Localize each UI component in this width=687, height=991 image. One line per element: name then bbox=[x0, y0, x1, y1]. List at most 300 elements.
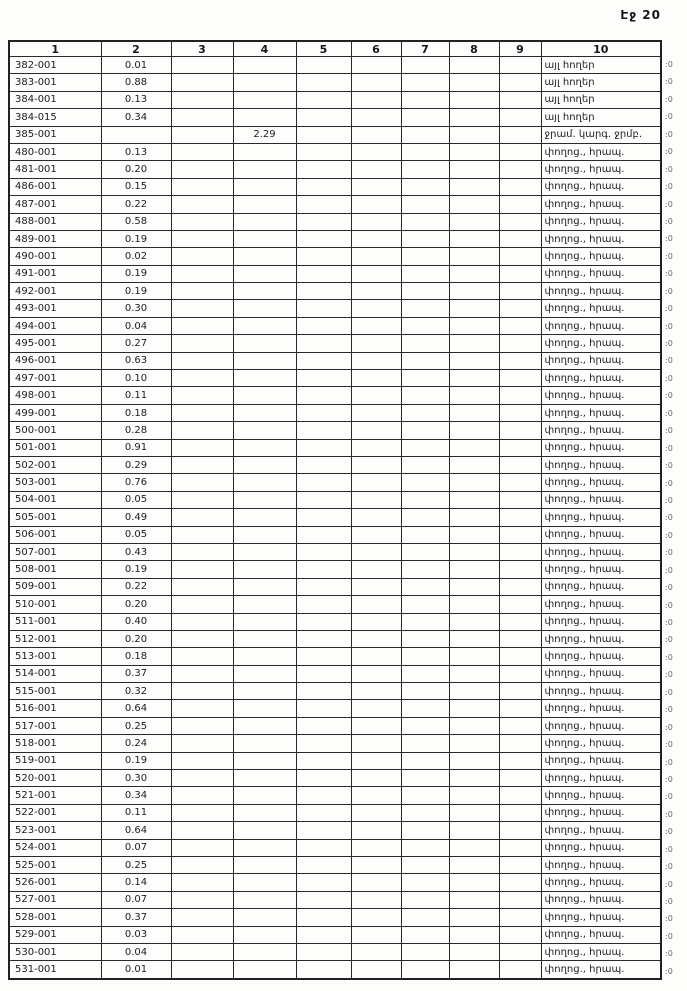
value-cell bbox=[296, 178, 351, 195]
table-header-row bbox=[9, 41, 661, 57]
value-cell bbox=[296, 300, 351, 317]
table-row bbox=[9, 143, 661, 160]
value-cell bbox=[499, 526, 541, 543]
value-cell bbox=[296, 74, 351, 91]
value-cell bbox=[296, 143, 351, 160]
column-header-3: 3 bbox=[171, 41, 233, 57]
value-cell bbox=[233, 700, 296, 717]
value-cell bbox=[351, 700, 401, 717]
value-cell bbox=[449, 613, 499, 630]
table-row bbox=[9, 178, 661, 195]
column-header-4: 4 bbox=[233, 41, 296, 57]
table-row bbox=[9, 543, 661, 560]
parcel-id-cell: 499-001 bbox=[9, 404, 101, 421]
value-cell bbox=[401, 57, 449, 74]
value-cell bbox=[401, 543, 449, 560]
value-cell bbox=[296, 717, 351, 734]
parcel-id-cell: 487-001 bbox=[9, 196, 101, 213]
land-use-cell: փողոց., հրապ. bbox=[541, 439, 661, 456]
value-cell bbox=[401, 74, 449, 91]
value-cell bbox=[296, 839, 351, 856]
value-cell bbox=[401, 422, 449, 439]
value-cell bbox=[296, 735, 351, 752]
land-use-cell: ջրամ. կարգ. ջրմբ. bbox=[541, 126, 661, 143]
margin-mark: :0 bbox=[665, 583, 673, 593]
value-cell bbox=[401, 370, 449, 387]
value-cell bbox=[171, 283, 233, 300]
land-use-cell: փողոց., հրապ. bbox=[541, 404, 661, 421]
land-use-cell: փողոց., հրապ. bbox=[541, 526, 661, 543]
parcel-id-cell: 498-001 bbox=[9, 387, 101, 404]
value-cell bbox=[449, 196, 499, 213]
value-cell bbox=[401, 874, 449, 891]
value-cell bbox=[449, 909, 499, 926]
value-cell: 0.30 bbox=[101, 770, 171, 787]
value-cell bbox=[449, 300, 499, 317]
value-cell bbox=[233, 143, 296, 160]
value-cell bbox=[296, 230, 351, 247]
value-cell bbox=[171, 335, 233, 352]
value-cell bbox=[233, 335, 296, 352]
value-cell bbox=[233, 230, 296, 247]
value-cell bbox=[351, 630, 401, 647]
value-cell bbox=[499, 109, 541, 126]
value-cell bbox=[233, 178, 296, 195]
land-use-cell: փողոց., հրապ. bbox=[541, 230, 661, 247]
parcel-id-cell: 505-001 bbox=[9, 509, 101, 526]
value-cell bbox=[449, 665, 499, 682]
value-cell: 0.19 bbox=[101, 265, 171, 282]
value-cell bbox=[171, 839, 233, 856]
value-cell bbox=[449, 961, 499, 979]
land-use-cell: փողոց., հրապ. bbox=[541, 630, 661, 647]
value-cell bbox=[449, 335, 499, 352]
value-cell bbox=[401, 491, 449, 508]
parcel-id-cell: 489-001 bbox=[9, 230, 101, 247]
value-cell bbox=[499, 839, 541, 856]
value-cell: 0.24 bbox=[101, 735, 171, 752]
value-cell bbox=[171, 804, 233, 821]
parcel-id-cell: 515-001 bbox=[9, 683, 101, 700]
land-use-cell: փողոց., հրապ. bbox=[541, 352, 661, 369]
value-cell bbox=[171, 196, 233, 213]
value-cell bbox=[171, 387, 233, 404]
value-cell bbox=[499, 335, 541, 352]
value-cell bbox=[449, 561, 499, 578]
value-cell bbox=[351, 230, 401, 247]
value-cell bbox=[296, 804, 351, 821]
table-row bbox=[9, 717, 661, 734]
value-cell bbox=[449, 543, 499, 560]
parcel-id-cell: 519-001 bbox=[9, 752, 101, 769]
value-cell bbox=[499, 822, 541, 839]
table-row bbox=[9, 126, 661, 143]
margin-mark: :0 bbox=[665, 478, 673, 488]
value-cell bbox=[401, 787, 449, 804]
value-cell: 0.04 bbox=[101, 317, 171, 334]
land-use-cell: փողոց., հրապ. bbox=[541, 839, 661, 856]
value-cell bbox=[296, 596, 351, 613]
value-cell bbox=[351, 283, 401, 300]
table-row bbox=[9, 926, 661, 943]
value-cell bbox=[171, 213, 233, 230]
value-cell: 0.05 bbox=[101, 526, 171, 543]
value-cell bbox=[449, 283, 499, 300]
value-cell bbox=[233, 543, 296, 560]
value-cell bbox=[296, 683, 351, 700]
value-cell bbox=[233, 648, 296, 665]
table-row bbox=[9, 735, 661, 752]
value-cell bbox=[449, 596, 499, 613]
value-cell: 0.18 bbox=[101, 404, 171, 421]
value-cell bbox=[401, 439, 449, 456]
land-parcel-table bbox=[8, 40, 662, 980]
value-cell bbox=[233, 926, 296, 943]
margin-mark: :0 bbox=[665, 147, 673, 157]
value-cell bbox=[296, 752, 351, 769]
value-cell bbox=[499, 300, 541, 317]
value-cell bbox=[171, 648, 233, 665]
value-cell bbox=[171, 74, 233, 91]
value-cell bbox=[499, 196, 541, 213]
column-header-7: 7 bbox=[401, 41, 449, 57]
margin-mark: :0 bbox=[665, 949, 673, 959]
value-cell bbox=[171, 630, 233, 647]
value-cell bbox=[449, 422, 499, 439]
value-cell bbox=[401, 213, 449, 230]
margin-mark: :0 bbox=[665, 269, 673, 279]
value-cell bbox=[449, 143, 499, 160]
value-cell bbox=[233, 474, 296, 491]
value-cell: 0.37 bbox=[101, 665, 171, 682]
column-header-2: 2 bbox=[101, 41, 171, 57]
table-row bbox=[9, 196, 661, 213]
land-use-cell: այլ հողեր bbox=[541, 74, 661, 91]
table-row bbox=[9, 909, 661, 926]
value-cell bbox=[499, 787, 541, 804]
value-cell bbox=[171, 526, 233, 543]
value-cell bbox=[401, 648, 449, 665]
margin-mark: :0 bbox=[665, 286, 673, 296]
table-row bbox=[9, 161, 661, 178]
margin-mark: :0 bbox=[665, 618, 673, 627]
value-cell bbox=[233, 804, 296, 821]
value-cell bbox=[351, 265, 401, 282]
value-cell: 0.04 bbox=[101, 943, 171, 960]
parcel-id-cell: 524-001 bbox=[9, 839, 101, 856]
value-cell bbox=[449, 213, 499, 230]
table-row bbox=[9, 422, 661, 439]
value-cell bbox=[449, 161, 499, 178]
value-cell bbox=[401, 630, 449, 647]
value-cell: 0.25 bbox=[101, 717, 171, 734]
value-cell bbox=[351, 387, 401, 404]
value-cell bbox=[296, 543, 351, 560]
value-cell bbox=[171, 91, 233, 108]
value-cell bbox=[401, 770, 449, 787]
value-cell bbox=[101, 126, 171, 143]
land-use-cell: փողոց., հրապ. bbox=[541, 161, 661, 178]
value-cell bbox=[233, 57, 296, 74]
margin-mark: :0 bbox=[665, 304, 673, 314]
value-cell bbox=[449, 178, 499, 195]
value-cell bbox=[499, 891, 541, 908]
margin-mark: :0 bbox=[665, 792, 673, 802]
value-cell: 0.34 bbox=[101, 109, 171, 126]
value-cell: 0.01 bbox=[101, 961, 171, 979]
value-cell bbox=[233, 370, 296, 387]
land-use-cell: այլ հողեր bbox=[541, 91, 661, 108]
value-cell bbox=[449, 91, 499, 108]
value-cell: 2.29 bbox=[233, 126, 296, 143]
value-cell bbox=[296, 161, 351, 178]
margin-mark: :0 bbox=[665, 879, 673, 889]
value-cell: 0.58 bbox=[101, 213, 171, 230]
land-use-cell: փողոց., հրապ. bbox=[541, 509, 661, 526]
parcel-id-cell: 531-001 bbox=[9, 961, 101, 979]
margin-mark: :0 bbox=[665, 774, 673, 784]
margin-mark: :0 bbox=[665, 705, 673, 715]
value-cell bbox=[351, 717, 401, 734]
value-cell bbox=[233, 891, 296, 908]
value-cell bbox=[401, 700, 449, 717]
value-cell bbox=[233, 74, 296, 91]
value-cell: 0.22 bbox=[101, 196, 171, 213]
value-cell: 0.91 bbox=[101, 439, 171, 456]
table-row bbox=[9, 300, 661, 317]
table-row bbox=[9, 752, 661, 769]
parcel-id-cell: 507-001 bbox=[9, 543, 101, 560]
value-cell bbox=[296, 665, 351, 682]
value-cell bbox=[171, 735, 233, 752]
land-use-cell: փողոց., հրապ. bbox=[541, 387, 661, 404]
land-use-cell: փողոց., հրապ. bbox=[541, 561, 661, 578]
value-cell bbox=[499, 439, 541, 456]
value-cell bbox=[171, 891, 233, 908]
land-use-cell: փողոց., հրապ. bbox=[541, 143, 661, 160]
parcel-id-cell: 491-001 bbox=[9, 265, 101, 282]
value-cell bbox=[351, 404, 401, 421]
value-cell bbox=[171, 300, 233, 317]
parcel-id-cell: 486-001 bbox=[9, 178, 101, 195]
value-cell bbox=[233, 770, 296, 787]
land-use-cell: փողոց., հրապ. bbox=[541, 456, 661, 473]
value-cell bbox=[171, 265, 233, 282]
land-use-cell: փողոց., հրապ. bbox=[541, 248, 661, 265]
value-cell bbox=[351, 509, 401, 526]
value-cell bbox=[171, 543, 233, 560]
value-cell bbox=[171, 248, 233, 265]
value-cell bbox=[449, 491, 499, 508]
value-cell bbox=[351, 370, 401, 387]
value-cell bbox=[233, 578, 296, 595]
column-header-9: 9 bbox=[499, 41, 541, 57]
land-use-cell: փողոց., հրապ. bbox=[541, 213, 661, 230]
value-cell bbox=[401, 196, 449, 213]
value-cell bbox=[449, 717, 499, 734]
value-cell bbox=[499, 561, 541, 578]
value-cell bbox=[401, 596, 449, 613]
table-row bbox=[9, 856, 661, 873]
parcel-id-cell: 494-001 bbox=[9, 317, 101, 334]
value-cell bbox=[171, 787, 233, 804]
value-cell bbox=[449, 804, 499, 821]
value-cell bbox=[233, 456, 296, 473]
table-row bbox=[9, 770, 661, 787]
parcel-id-cell: 525-001 bbox=[9, 856, 101, 873]
value-cell bbox=[233, 439, 296, 456]
value-cell bbox=[401, 735, 449, 752]
value-cell bbox=[296, 856, 351, 873]
value-cell: 0.18 bbox=[101, 648, 171, 665]
table-row bbox=[9, 213, 661, 230]
value-cell bbox=[171, 596, 233, 613]
value-cell: 0.25 bbox=[101, 856, 171, 873]
land-use-cell: փողոց., հրապ. bbox=[541, 265, 661, 282]
value-cell bbox=[401, 126, 449, 143]
value-cell bbox=[351, 178, 401, 195]
parcel-id-cell: 511-001 bbox=[9, 613, 101, 630]
parcel-id-cell: 509-001 bbox=[9, 578, 101, 595]
value-cell bbox=[351, 143, 401, 160]
value-cell bbox=[351, 856, 401, 873]
table-row bbox=[9, 491, 661, 508]
land-use-cell: փողոց., հրապ. bbox=[541, 543, 661, 560]
table-row bbox=[9, 630, 661, 647]
table-row bbox=[9, 578, 661, 595]
value-cell bbox=[171, 943, 233, 960]
value-cell bbox=[401, 717, 449, 734]
value-cell bbox=[401, 387, 449, 404]
value-cell bbox=[296, 317, 351, 334]
value-cell bbox=[233, 491, 296, 508]
margin-mark: :0 bbox=[665, 897, 673, 906]
scan-margin-artifacts bbox=[665, 56, 685, 980]
value-cell bbox=[401, 161, 449, 178]
land-use-cell: փողոց., հրապ. bbox=[541, 613, 661, 630]
margin-mark: :0 bbox=[665, 740, 673, 750]
value-cell bbox=[499, 804, 541, 821]
value-cell bbox=[171, 509, 233, 526]
table-row bbox=[9, 874, 661, 891]
parcel-id-cell: 512-001 bbox=[9, 630, 101, 647]
margin-mark: :0 bbox=[665, 757, 673, 767]
table-row bbox=[9, 526, 661, 543]
value-cell bbox=[171, 561, 233, 578]
value-cell bbox=[449, 317, 499, 334]
parcel-id-cell: 497-001 bbox=[9, 370, 101, 387]
value-cell bbox=[233, 526, 296, 543]
parcel-id-cell: 528-001 bbox=[9, 909, 101, 926]
value-cell bbox=[449, 648, 499, 665]
table-row bbox=[9, 822, 661, 839]
margin-mark: :0 bbox=[665, 426, 673, 436]
value-cell bbox=[449, 874, 499, 891]
value-cell bbox=[296, 961, 351, 979]
table-row bbox=[9, 387, 661, 404]
land-use-cell: փողոց., հրապ. bbox=[541, 926, 661, 943]
value-cell bbox=[499, 491, 541, 508]
land-use-cell: փողոց., հրապ. bbox=[541, 596, 661, 613]
value-cell bbox=[449, 248, 499, 265]
value-cell: 0.07 bbox=[101, 839, 171, 856]
value-cell bbox=[296, 648, 351, 665]
table-row bbox=[9, 456, 661, 473]
value-cell bbox=[401, 404, 449, 421]
value-cell bbox=[233, 735, 296, 752]
margin-mark: :0 bbox=[665, 321, 673, 331]
value-cell bbox=[499, 717, 541, 734]
margin-mark: :0 bbox=[665, 652, 673, 662]
value-cell: 0.03 bbox=[101, 926, 171, 943]
value-cell: 0.14 bbox=[101, 874, 171, 891]
land-use-cell: փողոց., հրապ. bbox=[541, 909, 661, 926]
value-cell bbox=[171, 752, 233, 769]
value-cell bbox=[171, 439, 233, 456]
value-cell bbox=[296, 91, 351, 108]
value-cell bbox=[449, 700, 499, 717]
value-cell bbox=[401, 926, 449, 943]
value-cell bbox=[171, 161, 233, 178]
value-cell bbox=[171, 909, 233, 926]
margin-mark: :0 bbox=[665, 530, 673, 540]
value-cell: 0.20 bbox=[101, 630, 171, 647]
value-cell bbox=[171, 57, 233, 74]
parcel-id-cell: 504-001 bbox=[9, 491, 101, 508]
value-cell bbox=[449, 126, 499, 143]
value-cell bbox=[296, 422, 351, 439]
value-cell bbox=[449, 439, 499, 456]
table-row bbox=[9, 613, 661, 630]
value-cell bbox=[401, 474, 449, 491]
column-header-8: 8 bbox=[449, 41, 499, 57]
table-row bbox=[9, 370, 661, 387]
value-cell bbox=[296, 248, 351, 265]
column-header-10: 10 bbox=[541, 41, 661, 57]
value-cell: 0.40 bbox=[101, 613, 171, 630]
value-cell bbox=[233, 630, 296, 647]
margin-mark: :0 bbox=[665, 914, 673, 924]
value-cell: 0.64 bbox=[101, 822, 171, 839]
value-cell bbox=[351, 613, 401, 630]
land-use-cell: այլ հողեր bbox=[541, 109, 661, 126]
value-cell bbox=[449, 735, 499, 752]
land-use-cell: փողոց., հրապ. bbox=[541, 752, 661, 769]
value-cell bbox=[233, 248, 296, 265]
value-cell bbox=[296, 700, 351, 717]
land-use-cell: փողոց., հրապ. bbox=[541, 370, 661, 387]
value-cell bbox=[401, 526, 449, 543]
value-cell bbox=[401, 352, 449, 369]
parcel-id-cell: 383-001 bbox=[9, 74, 101, 91]
value-cell bbox=[351, 317, 401, 334]
value-cell bbox=[499, 665, 541, 682]
margin-mark: :0 bbox=[665, 94, 673, 104]
value-cell bbox=[499, 683, 541, 700]
margin-mark: :0 bbox=[665, 216, 673, 226]
value-cell bbox=[233, 317, 296, 334]
value-cell bbox=[499, 961, 541, 979]
value-cell: 0.64 bbox=[101, 700, 171, 717]
value-cell bbox=[351, 474, 401, 491]
value-cell bbox=[449, 822, 499, 839]
value-cell bbox=[401, 578, 449, 595]
margin-mark: :0 bbox=[665, 635, 673, 645]
value-cell bbox=[351, 891, 401, 908]
margin-mark: :0 bbox=[665, 251, 673, 261]
value-cell: 0.34 bbox=[101, 787, 171, 804]
value-cell: 0.63 bbox=[101, 352, 171, 369]
